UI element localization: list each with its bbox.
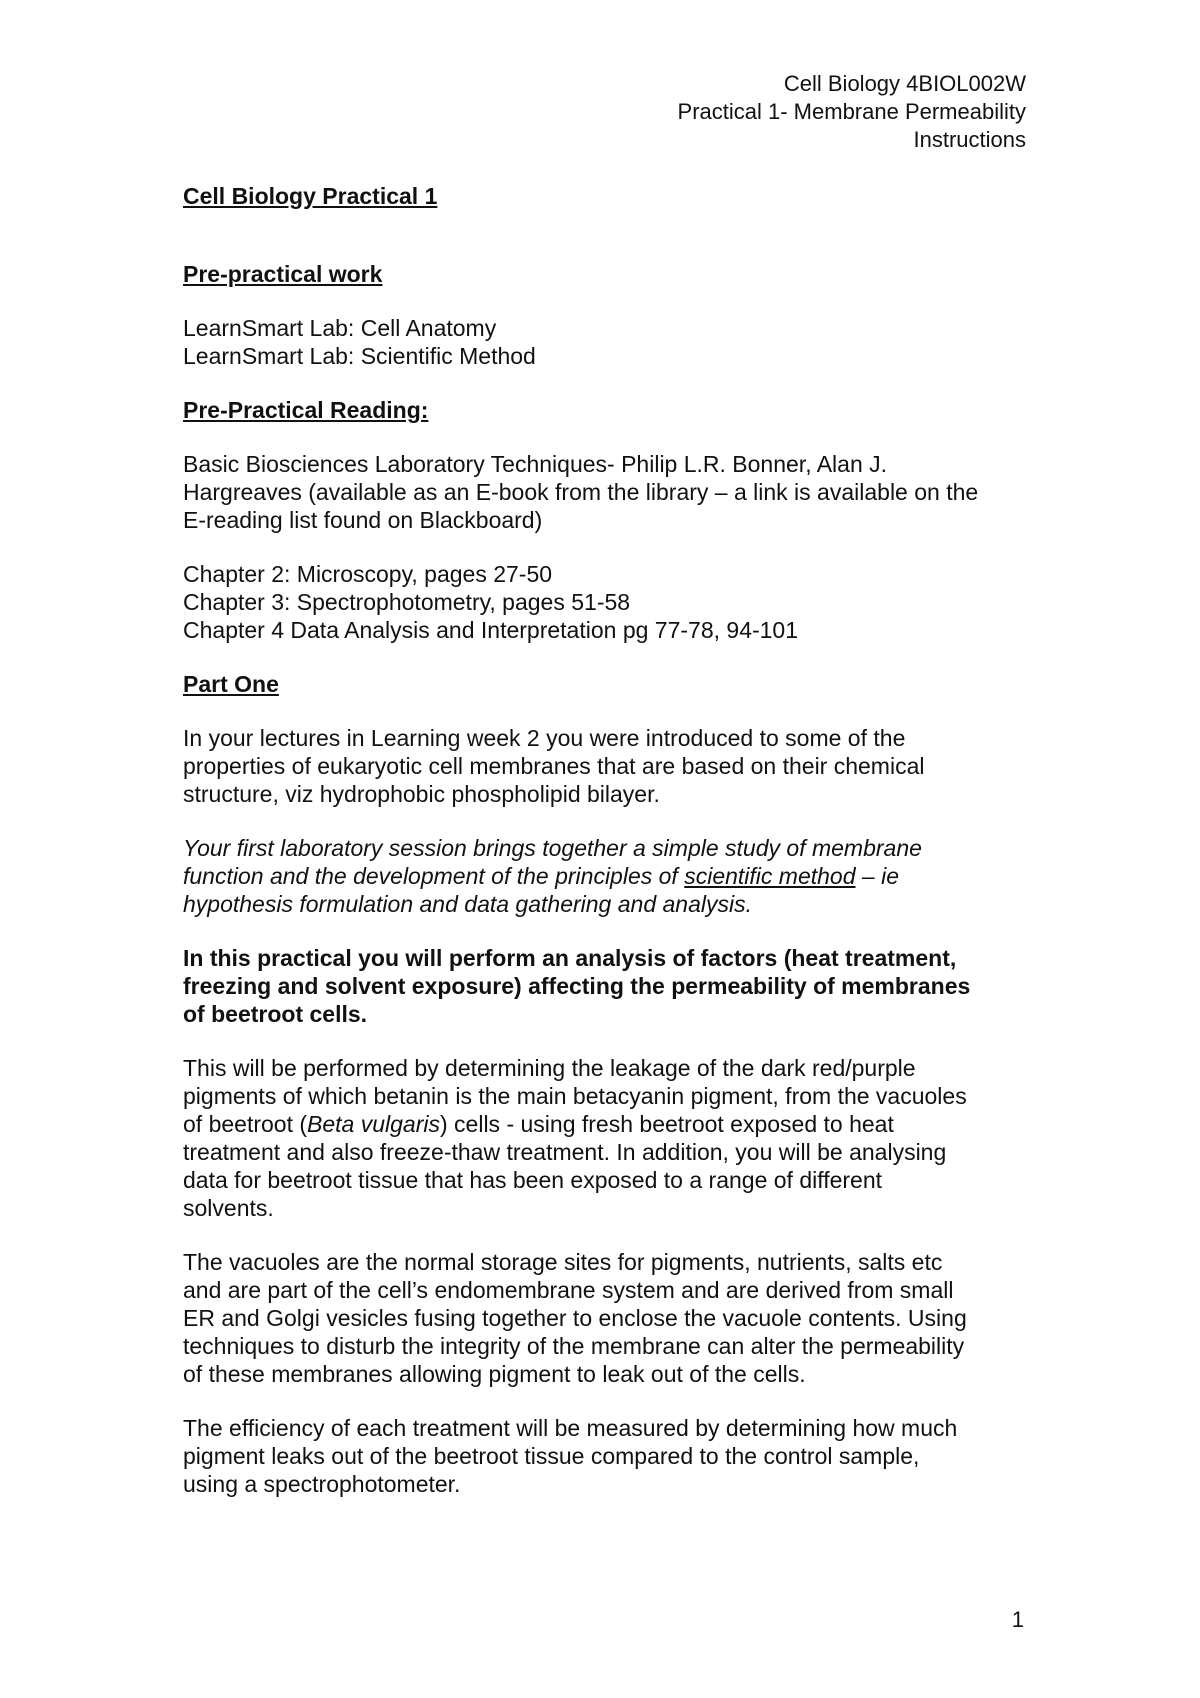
text-line: hypothesis formulation and data gathering and analysis. (183, 891, 752, 917)
pre-practical-work-list (183, 314, 1043, 370)
text-span: of beetroot ( (183, 1111, 308, 1137)
chapter-list (183, 560, 1043, 644)
heading-pre-practical-work: Pre-practical work (183, 261, 383, 287)
bold-paragraph (183, 944, 1043, 1028)
document-header (678, 70, 1026, 154)
leakage-paragraph (183, 1054, 1043, 1222)
chapter-item: Chapter 3: Spectrophotometry, pages 51-58 (183, 589, 631, 615)
book-reference (183, 450, 1043, 534)
text-line: The vacuoles are the normal storage sites for pigments, nutrients, salts etc (183, 1249, 943, 1275)
text-line: Your first laboratory session brings together a simple study of membrane (183, 835, 922, 861)
text-line: In your lectures in Learning week 2 you were introduced to some of the (183, 725, 906, 751)
chapter-item: Chapter 2: Microscopy, pages 27-50 (183, 561, 553, 587)
list-item: LearnSmart Lab: Cell Anatomy (183, 315, 497, 341)
text-span: function and the development of the principles of (183, 863, 685, 889)
text-span: – ie (855, 863, 900, 889)
header-instructions: Instructions (913, 127, 1026, 152)
italic-paragraph (183, 834, 1043, 918)
efficiency-paragraph (183, 1414, 1043, 1498)
chapter-item: Chapter 4 Data Analysis and Interpretation pg 77-78, 94-101 (183, 617, 799, 643)
text-line: E-reading list found on Blackboard) (183, 507, 543, 533)
text-line: using a spectrophotometer. (183, 1471, 461, 1497)
header-practical: Practical 1- Membrane Permeability (677, 99, 1026, 124)
document-body (183, 182, 1043, 1498)
document-title: Cell Biology Practical 1 (183, 183, 438, 209)
species-name: Beta vulgaris (307, 1111, 440, 1137)
scientific-method-term: scientific method (684, 863, 856, 889)
text-line: data for beetroot tissue that has been exposed to a range of different (183, 1167, 883, 1193)
text-line (183, 862, 1043, 890)
text-line: and are part of the cell’s endomembrane system and are derived from small (183, 1277, 954, 1303)
page-number: 1 (1011, 1607, 1024, 1632)
text-line: treatment and also freeze-thaw treatment. In addition, you will be analysing (183, 1139, 947, 1165)
header-course: Cell Biology 4BIOL002W (783, 71, 1026, 96)
text-line: freezing and solvent exposure) affecting the permeability of membranes (183, 973, 971, 999)
text-line (183, 1110, 1043, 1138)
text-line: of these membranes allowing pigment to leak out of the cells. (183, 1361, 806, 1387)
text-line: This will be performed by determining the leakage of the dark red/purple (183, 1055, 916, 1081)
text-line: techniques to disturb the integrity of the membrane can alter the permeability (183, 1333, 965, 1359)
heading-part-one: Part One (183, 671, 279, 697)
text-line: ER and Golgi vesicles fusing together to enclose the vacuole contents. Using (183, 1305, 967, 1331)
heading-pre-practical-reading: Pre-Practical Reading: (183, 397, 429, 423)
intro-paragraph (183, 724, 1043, 808)
text-line: structure, viz hydrophobic phospholipid bilayer. (183, 781, 660, 807)
text-line: Basic Biosciences Laboratory Techniques- Philip L.R. Bonner, Alan J. (183, 451, 888, 477)
list-item: LearnSmart Lab: Scientific Method (183, 343, 536, 369)
text-line: of beetroot cells. (183, 1001, 368, 1027)
text-line: In this practical you will perform an analysis of factors (heat treatment, (183, 945, 957, 971)
text-line: properties of eukaryotic cell membranes that are based on their chemical (183, 753, 925, 779)
text-span: ) cells - using fresh beetroot exposed to heat (440, 1111, 894, 1137)
text-line: solvents. (183, 1195, 274, 1221)
text-line: pigments of which betanin is the main betacyanin pigment, from the vacuoles (183, 1083, 967, 1109)
text-line: The efficiency of each treatment will be measured by determining how much (183, 1415, 958, 1441)
text-line: Hargreaves (available as an E-book from the library – a link is available on the (183, 479, 979, 505)
text-line: pigment leaks out of the beetroot tissue compared to the control sample, (183, 1443, 920, 1469)
vacuole-paragraph (183, 1248, 1043, 1388)
